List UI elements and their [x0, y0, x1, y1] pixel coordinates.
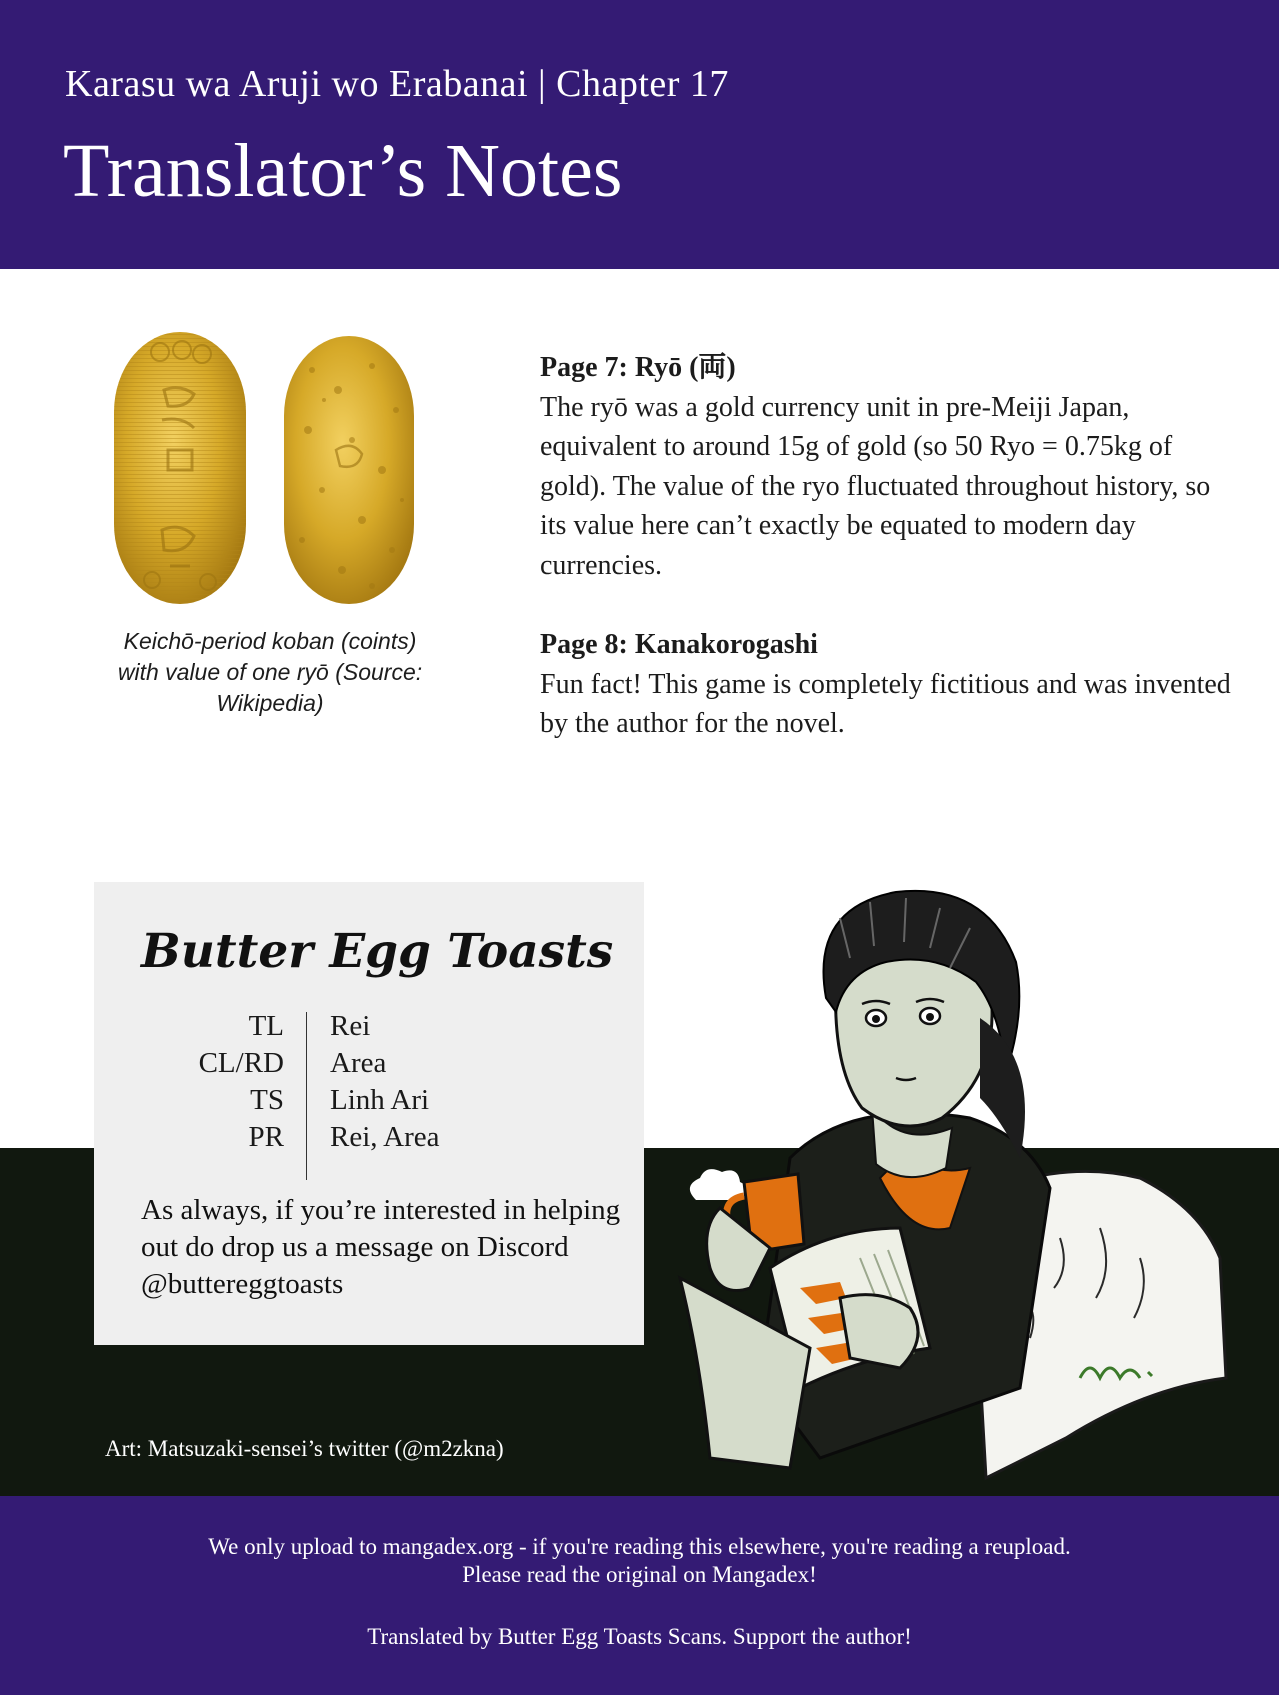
character-illustration — [640, 878, 1279, 1496]
figure-caption: Keichō-period koban (coints) with value of one ryō (Source: Wikipedia) — [117, 628, 423, 716]
role-label: TS — [250, 1084, 284, 1116]
note-heading: Page 7: Ryō (両) — [540, 352, 736, 383]
note-heading: Page 8: Kanakorogashi — [540, 629, 818, 660]
role-name: Linh Ari — [330, 1084, 430, 1116]
role-label: CL/RD — [198, 1047, 284, 1079]
footer-read-original: Please read the original on Mangadex! — [462, 1562, 817, 1587]
footer-upload-notice: We only upload to mangadex.org - if you're reading this elsewhere, you're reading a reupload. — [208, 1534, 1071, 1559]
role-name: Area — [330, 1047, 387, 1079]
koban-coins-image — [112, 330, 427, 608]
note-body: Fun fact! This game is completely fictitious and was invented by the author for the novel. — [540, 668, 1231, 739]
footer-banner — [0, 1496, 1279, 1695]
role-name: Rei, Area — [330, 1121, 440, 1153]
koban-back — [284, 336, 414, 604]
koban-front — [114, 332, 246, 604]
note-body: The ryō was a gold currency unit in pre-Meiji Japan, equivalent to around 15g of gold (so 50 Ryo = 0.75kg of gold). The value of the ryo fluctuated throughout history, so its value here can’t exactly be equated to modern day currencies. — [540, 391, 1211, 581]
page-title: Translator’s Notes — [63, 129, 623, 213]
footer-support-author: Translated by Butter Egg Toasts Scans. Support the author! — [367, 1624, 912, 1649]
note-page-7 — [540, 348, 1240, 585]
credits-panel — [94, 882, 644, 1345]
role-label: PR — [248, 1121, 284, 1153]
role-row — [94, 1084, 644, 1121]
note-page-8 — [540, 625, 1240, 744]
translation-notes — [540, 348, 1240, 784]
role-row — [94, 1121, 644, 1158]
role-row — [94, 1010, 644, 1047]
group-name: Butter Egg Toasts — [141, 924, 614, 979]
staff-roles — [94, 1010, 644, 1170]
recruitment-message: As always, if you’re interested in helping out do drop us a message on Discord @buttereggtoasts — [141, 1194, 621, 1300]
role-label: TL — [248, 1010, 284, 1042]
role-row — [94, 1047, 644, 1084]
art-credit: Art: Matsuzaki-sensei’s twitter (@m2zkna) — [105, 1436, 504, 1461]
role-name: Rei — [330, 1010, 371, 1042]
series-chapter-title: Karasu wa Aruji wo Erabanai | Chapter 17 — [65, 63, 729, 105]
header-banner — [0, 0, 1279, 269]
